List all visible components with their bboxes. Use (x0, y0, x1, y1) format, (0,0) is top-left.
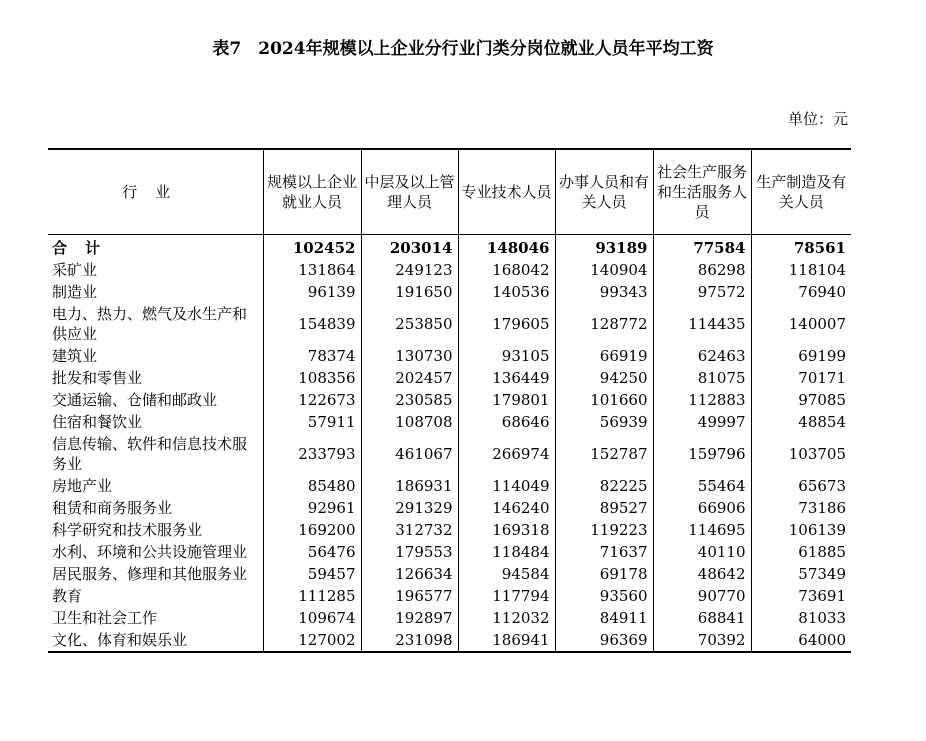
header-clerks: 办事人员和有关人员 (555, 149, 653, 234)
industry-cell: 科学研究和技术服务业 (52, 520, 203, 539)
value-cell: 97572 (653, 281, 751, 303)
value-cell: 266974 (458, 433, 555, 475)
value-cell: 65673 (751, 475, 851, 497)
industry-cell: 批发和零售业 (52, 368, 143, 387)
value-cell: 97085 (751, 389, 851, 411)
value-cell: 231098 (361, 629, 458, 652)
value-cell: 70392 (653, 629, 751, 652)
value-cell: 55464 (653, 475, 751, 497)
industry-cell: 合计 (52, 238, 119, 257)
value-cell: 93189 (555, 234, 653, 259)
value-cell: 249123 (361, 259, 458, 281)
value-cell: 112883 (653, 389, 751, 411)
value-cell: 69199 (751, 345, 851, 367)
value-cell: 78561 (751, 234, 851, 259)
value-cell: 179605 (458, 303, 555, 345)
value-cell: 85480 (263, 475, 361, 497)
header-all-employees: 规模以上企业就业人员 (263, 149, 361, 234)
value-cell: 96369 (555, 629, 653, 652)
value-cell: 291329 (361, 497, 458, 519)
table-row (48, 411, 851, 433)
value-cell: 70171 (751, 367, 851, 389)
value-cell: 69178 (555, 563, 653, 585)
value-cell: 49997 (653, 411, 751, 433)
industry-cell: 卫生和社会工作 (52, 608, 158, 627)
value-cell: 73691 (751, 585, 851, 607)
value-cell: 146240 (458, 497, 555, 519)
header-professionals: 专业技术人员 (458, 149, 555, 234)
value-cell: 68646 (458, 411, 555, 433)
industry-cell: 水利、环境和公共设施管理业 (52, 542, 248, 561)
value-cell: 68841 (653, 607, 751, 629)
value-cell: 56476 (263, 541, 361, 563)
industry-cell: 采矿业 (52, 260, 98, 279)
value-cell: 186931 (361, 475, 458, 497)
value-cell: 179553 (361, 541, 458, 563)
table-row (48, 607, 851, 629)
value-cell: 81033 (751, 607, 851, 629)
value-cell: 73186 (751, 497, 851, 519)
value-cell: 93105 (458, 345, 555, 367)
value-cell: 131864 (263, 259, 361, 281)
value-cell: 61885 (751, 541, 851, 563)
industry-cell: 居民服务、修理和其他服务业 (52, 564, 248, 583)
value-cell: 48642 (653, 563, 751, 585)
industry-cell: 制造业 (52, 282, 98, 301)
value-cell: 108356 (263, 367, 361, 389)
value-cell: 59457 (263, 563, 361, 585)
value-cell: 78374 (263, 345, 361, 367)
value-cell: 93560 (555, 585, 653, 607)
table-row (48, 519, 851, 541)
unit-label: 单位：元 (787, 110, 848, 128)
table-row (48, 475, 851, 497)
value-cell: 186941 (458, 629, 555, 652)
value-cell: 94250 (555, 367, 653, 389)
value-cell: 168042 (458, 259, 555, 281)
table-row (48, 389, 851, 411)
value-cell: 126634 (361, 563, 458, 585)
value-cell: 109674 (263, 607, 361, 629)
value-cell: 106139 (751, 519, 851, 541)
value-cell: 62463 (653, 345, 751, 367)
wage-table (48, 148, 851, 653)
value-cell: 169318 (458, 519, 555, 541)
value-cell: 66906 (653, 497, 751, 519)
value-cell: 119223 (555, 519, 653, 541)
value-cell: 40110 (653, 541, 751, 563)
value-cell: 99343 (555, 281, 653, 303)
value-cell: 118104 (751, 259, 851, 281)
value-cell: 92961 (263, 497, 361, 519)
table-row (48, 497, 851, 519)
value-cell: 127002 (263, 629, 361, 652)
header-row (48, 149, 851, 234)
value-cell: 159796 (653, 433, 751, 475)
value-cell: 202457 (361, 367, 458, 389)
value-cell: 152787 (555, 433, 653, 475)
value-cell: 233793 (263, 433, 361, 475)
table-title: 表7 2024年规模以上企业分行业门类分岗位就业人员年平均工资 (212, 39, 714, 59)
value-cell: 102452 (263, 234, 361, 259)
value-cell: 96139 (263, 281, 361, 303)
value-cell: 57911 (263, 411, 361, 433)
value-cell: 103705 (751, 433, 851, 475)
value-cell: 169200 (263, 519, 361, 541)
value-cell: 312732 (361, 519, 458, 541)
value-cell: 192897 (361, 607, 458, 629)
table-row (48, 541, 851, 563)
value-cell: 253850 (361, 303, 458, 345)
value-cell: 48854 (751, 411, 851, 433)
value-cell: 57349 (751, 563, 851, 585)
value-cell: 101660 (555, 389, 653, 411)
value-cell: 130730 (361, 345, 458, 367)
value-cell: 71637 (555, 541, 653, 563)
table-row (48, 563, 851, 585)
value-cell: 140007 (751, 303, 851, 345)
industry-cell: 交通运输、仓储和邮政业 (52, 390, 218, 409)
value-cell: 117794 (458, 585, 555, 607)
value-cell: 179801 (458, 389, 555, 411)
value-cell: 114695 (653, 519, 751, 541)
industry-cell: 文化、体育和娱乐业 (48, 629, 263, 652)
value-cell: 118484 (458, 541, 555, 563)
header-industry: 行业 (48, 149, 263, 234)
value-cell: 461067 (361, 433, 458, 475)
value-cell: 154839 (263, 303, 361, 345)
table-row (48, 433, 851, 475)
table-row (48, 281, 851, 303)
value-cell: 108708 (361, 411, 458, 433)
value-cell: 122673 (263, 389, 361, 411)
value-cell: 64000 (751, 629, 851, 652)
table-row (48, 345, 851, 367)
value-cell: 94584 (458, 563, 555, 585)
header-production-workers: 生产制造及有关人员 (751, 149, 851, 234)
industry-cell: 教育 (52, 586, 83, 605)
header-managers: 中层及以上管理人员 (361, 149, 458, 234)
value-cell: 136449 (458, 367, 555, 389)
value-cell: 81075 (653, 367, 751, 389)
industry-cell: 住宿和餐饮业 (52, 412, 143, 431)
value-cell: 140536 (458, 281, 555, 303)
industry-cell: 电力、热力、燃气及水生产和供应业 (52, 304, 248, 343)
value-cell: 56939 (555, 411, 653, 433)
table-row (48, 367, 851, 389)
value-cell: 111285 (263, 585, 361, 607)
value-cell: 114435 (653, 303, 751, 345)
value-cell: 148046 (458, 234, 555, 259)
value-cell: 90770 (653, 585, 751, 607)
industry-cell: 建筑业 (52, 346, 98, 365)
header-service-workers: 社会生产服务和生活服务人员 (653, 149, 751, 234)
value-cell: 128772 (555, 303, 653, 345)
value-cell: 203014 (361, 234, 458, 259)
value-cell: 114049 (458, 475, 555, 497)
value-cell: 77584 (653, 234, 751, 259)
value-cell: 230585 (361, 389, 458, 411)
value-cell: 112032 (458, 607, 555, 629)
table-row (48, 629, 851, 652)
value-cell: 86298 (653, 259, 751, 281)
value-cell: 84911 (555, 607, 653, 629)
value-cell: 66919 (555, 345, 653, 367)
value-cell: 140904 (555, 259, 653, 281)
industry-cell: 信息传输、软件和信息技术服务业 (52, 434, 248, 473)
value-cell: 76940 (751, 281, 851, 303)
total-row (48, 234, 851, 259)
value-cell: 191650 (361, 281, 458, 303)
table-row (48, 259, 851, 281)
value-cell: 89527 (555, 497, 653, 519)
industry-cell: 房地产业 (52, 476, 113, 495)
table-row (48, 585, 851, 607)
value-cell: 82225 (555, 475, 653, 497)
value-cell: 196577 (361, 585, 458, 607)
table-row (48, 303, 851, 345)
industry-cell: 租赁和商务服务业 (52, 498, 173, 517)
